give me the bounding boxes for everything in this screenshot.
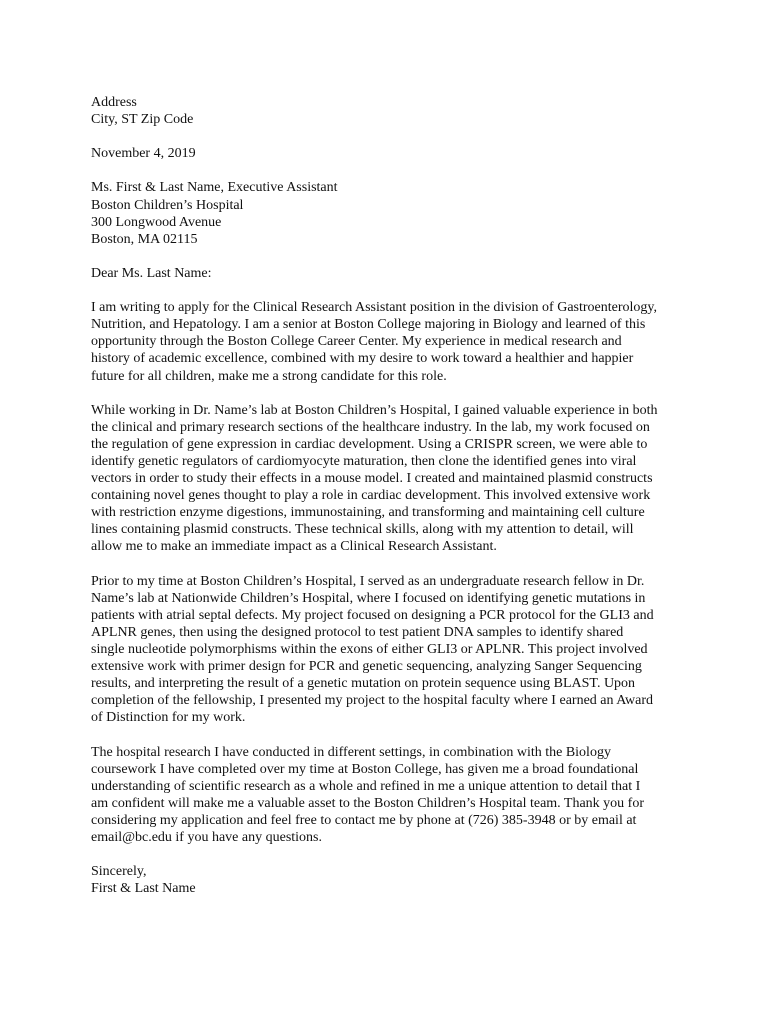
paragraph-line: considering my application and feel free to contact me by phone at (726) 385-3948 or by email at [91, 812, 637, 828]
paragraph-line: Prior to my time at Boston Children’s Hospital, I served as an undergraduate research fellow in Dr. [91, 573, 645, 589]
paragraph-line: vectors in order to study their effects in a mouse model. I created and maintained plasmid constructs [91, 471, 653, 487]
paragraph-line: Nutrition, and Hepatology. I am a senior at Boston College majoring in Biology and learned of this [91, 317, 646, 333]
paragraph-line: future for all children, make me a strong candidate for this role. [91, 368, 447, 384]
paragraph-line: single nucleotide polymorphisms within the exons of either GLI3 or APLNR. This project involved [91, 642, 648, 657]
paragraph-1 [91, 299, 691, 384]
paragraph-line: allow me to make an immediate impact as a Clinical Research Assistant. [91, 539, 497, 555]
recipient-name-title: Ms. First & Last Name, Executive Assistant [91, 180, 338, 196]
paragraph-line: with restriction enzyme digestions, immunostaining, and transforming and maintaining cell culture [91, 505, 645, 521]
paragraph-line: APLNR genes, then using the designed protocol to test patient DNA samples to identify shared [91, 624, 624, 640]
recipient-street: 300 Longwood Avenue [91, 214, 222, 230]
paragraph-line: coursework I have completed over my time at Boston College, has given me a broad foundational [91, 761, 639, 777]
paragraph-line: email@bc.edu if you have any questions. [91, 830, 322, 846]
paragraph-line: opportunity through the Boston College Career Center. My experience in medical research and [91, 334, 622, 350]
sender-address-line: Address [91, 95, 137, 110]
sender-city-line: City, ST Zip Code [91, 112, 194, 128]
paragraph-3 [91, 573, 691, 727]
paragraph-line: understanding of scientific research as a whole and refined in me a unique attention to detail that I [91, 778, 641, 794]
recipient-city: Boston, MA 02115 [91, 231, 198, 247]
paragraph-line: patients with atrial septal defects. My project focused on designing a PCR protocol for the GLI3 and [91, 607, 654, 623]
sender-address [91, 94, 691, 128]
recipient-address [91, 179, 691, 247]
paragraph-line: containing novel genes thought to play a role in cardiac development. This involved extensive work [91, 488, 651, 504]
paragraph-line: history of academic excellence, combined with my desire to work toward a healthier and happier [91, 351, 634, 367]
cover-letter [91, 94, 691, 915]
paragraph-2 [91, 402, 691, 556]
paragraph-line: of Distinction for my work. [91, 710, 246, 726]
valediction: Sincerely, [91, 864, 147, 880]
paragraph-line: identify genetic regulators of cardiomyocyte maturation, then clone the identified genes into viral [91, 453, 637, 469]
paragraph-4 [91, 744, 691, 847]
paragraph-line: extensive work with primer design for PCR and genetic sequencing, analyzing Sanger Sequencing [91, 659, 642, 675]
closing [91, 863, 691, 897]
salutation-line: Dear Ms. Last Name: [91, 265, 212, 281]
recipient-organization: Boston Children’s Hospital [91, 197, 244, 213]
paragraph-line: lines containing plasmid constructs. These technical skills, along with my attention to detail, will [91, 522, 634, 538]
paragraph-line: results, and interpreting the result of a genetic mutation on protein sequence using BLAST. Upon [91, 676, 636, 692]
paragraph-line: the clinical and primary research sections of the healthcare industry. In the lab, my work focused on [91, 419, 650, 435]
paragraph-line: completion of the fellowship, I presented my project to the hospital faculty where I earned an Award [91, 693, 654, 709]
paragraph-line: While working in Dr. Name’s lab at Boston Children’s Hospital, I gained valuable experience in both [91, 402, 658, 418]
paragraph-line: Name’s lab at Nationwide Children’s Hospital, where I focused on identifying genetic mutations in [91, 590, 646, 606]
salutation [91, 265, 691, 282]
date-line: November 4, 2019 [91, 146, 196, 162]
signature-name: First & Last Name [91, 881, 196, 897]
paragraph-line: The hospital research I have conducted in different settings, in combination with the Biology [91, 744, 611, 760]
paragraph-line: am confident will make me a valuable asset to the Boston Children’s Hospital team. Thank you for [91, 795, 645, 811]
letter-date [91, 145, 691, 162]
paragraph-line: I am writing to apply for the Clinical Research Assistant position in the division of Gastroenterology, [91, 300, 657, 316]
paragraph-line: the regulation of gene expression in cardiac development. Using a CRISPR screen, we were able to [91, 436, 648, 452]
